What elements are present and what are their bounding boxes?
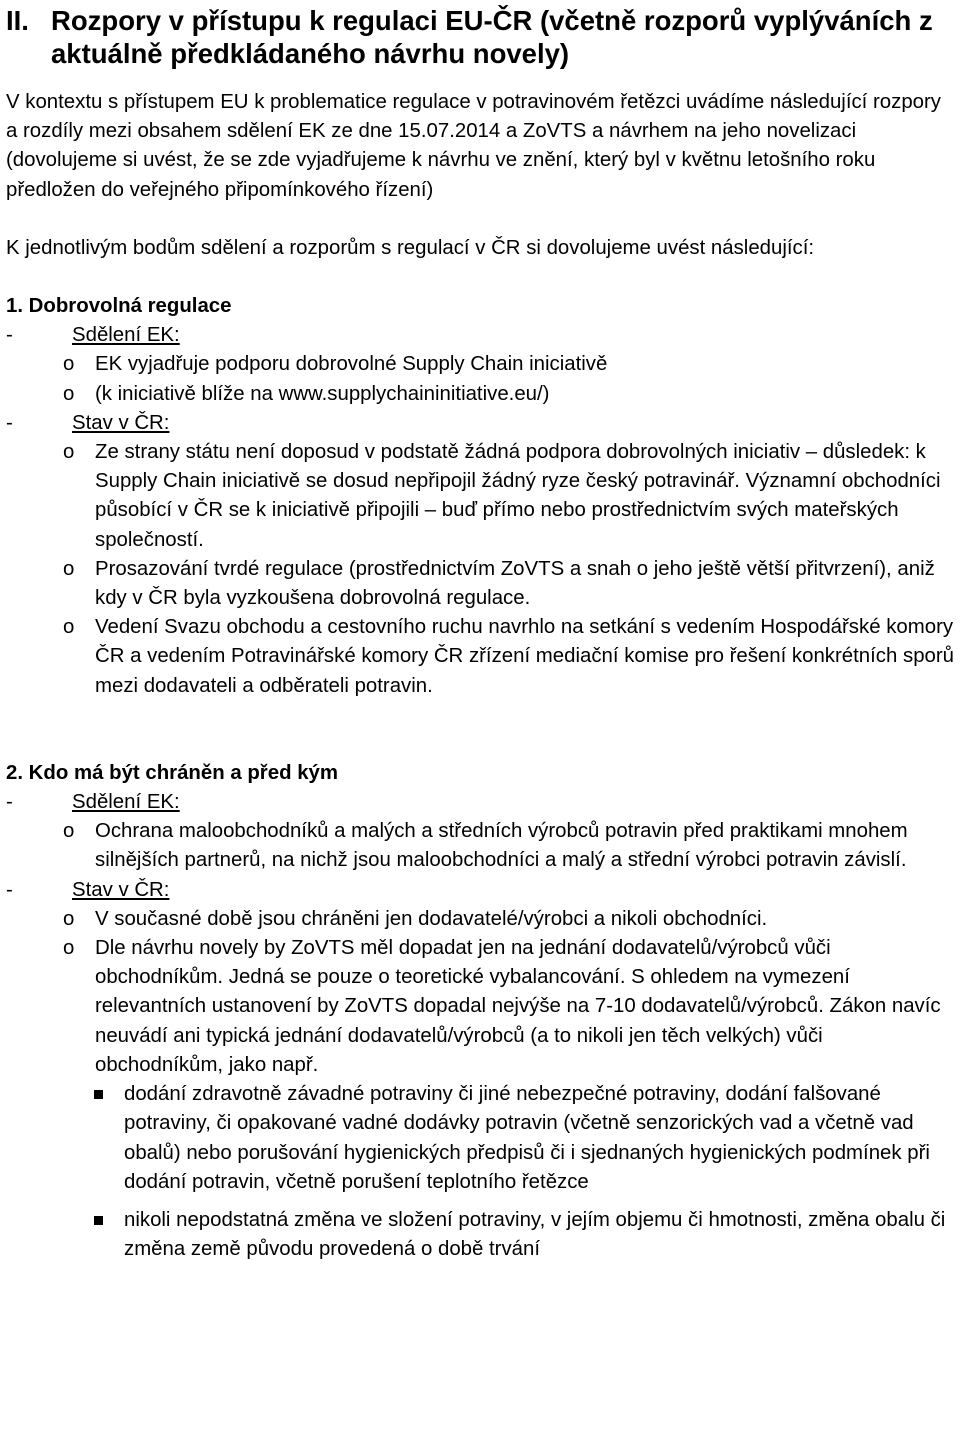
list-item <box>6 350 956 379</box>
lead-paragraph: K jednotlivým bodům sdělení a rozporům s regulací v ČR si dovolujeme uvést následující: <box>6 236 815 259</box>
list-item <box>6 934 956 1080</box>
list-item-text: Ze strany státu není doposud v podstatě žádná podpora dobrovolných iniciativ – důsledek: k Supply Chain iniciativě se dosud nepřipojil žádný ryze český potravinář. Významní obchodníci působící v ČR se k iniciativě připojili – buď přímo nebo prostřednictvím svých mateřských společností. <box>95 441 941 551</box>
bullet-list <box>6 438 956 701</box>
group-label-stav-v-cr <box>6 409 956 438</box>
dash-marker: - <box>6 324 13 347</box>
circle-bullet-icon: o <box>63 382 75 405</box>
intro-paragraph: V kontextu s přístupem EU k problematice regulace v potravinovém řetězci uvádíme následující rozpory a rozdíly mezi obsahem sdělení EK ze dne 15.07.2014 a ZoVTS a návrhem na jeho novelizaci (dovolujeme si uvést, že se zde vyjadřujeme k návrhu ve znění, který byl v květnu letošního roku předložen do veřejného připomínkového řízení) <box>6 91 942 201</box>
circle-bullet-icon: o <box>63 907 75 930</box>
sub-list-item <box>6 1080 956 1197</box>
heading-number: II. <box>6 5 29 36</box>
sub-list-item-text: nikoli nepodstatná změna ve složení potraviny, v jejím objemu či hmotnosti, změna obalu či změna země původu provedená o době trvání <box>124 1208 946 1261</box>
bullet-list <box>6 817 956 875</box>
list-item <box>6 817 956 875</box>
list-item <box>6 380 956 409</box>
circle-bullet-icon: o <box>63 441 75 464</box>
section-title: 2. Kdo má být chráněn a před kým <box>6 761 339 784</box>
square-bullet-icon <box>94 1216 103 1225</box>
heading-text: Rozpory v přístupu k regulaci EU-ČR (včetně rozporů vyplýváních z aktuálně předkládaného návrhu novely) <box>51 5 933 69</box>
group-label-stav-v-cr <box>6 876 956 905</box>
group-label-sdeleni-ek <box>6 788 956 817</box>
list-item-text: EK vyjadřuje podporu dobrovolné Supply Chain iniciativě <box>95 353 608 376</box>
circle-bullet-icon: o <box>63 557 75 580</box>
list-item-text: V současné době jsou chráněni jen dodavatelé/výrobci a nikoli obchodníci. <box>95 907 768 930</box>
list-item <box>6 438 956 555</box>
square-bullet-icon <box>94 1090 103 1099</box>
list-item-text: Ochrana maloobchodníků a malých a středních výrobců potravin před praktikami mnohem silnějších partnerů, na nichž jsou maloobchodníci a malý a střední výrobci potravin závislí. <box>95 820 908 872</box>
group-label: Stav v ČR: <box>72 878 170 901</box>
bullet-list <box>6 350 956 408</box>
list-item-text: (k iniciativě blíže na www.supplychaininitiative.eu/) <box>95 382 550 405</box>
dash-marker: - <box>6 411 13 434</box>
dash-marker: - <box>6 878 13 901</box>
circle-bullet-icon: o <box>63 820 75 843</box>
sub-list-item <box>6 1206 956 1264</box>
sub-list-item-text: dodání zdravotně závadné potraviny či jiné nebezpečné potraviny, dodání falšované potraviny, či opakované vadné dodávky potravin (včetně senzorických vad a včetně vad obalů) nebo porušování hygienických předpisů či i sjednaných hygienických podmínek při dodání potravin, včetně porušení teplotního řetězce <box>124 1083 930 1193</box>
list-item-text: Prosazování tvrdé regulace (prostřednictvím ZoVTS a snah o jeho ještě větší přitvrzení), aniž kdy v ČR byla vyzkoušena dobrovolná regulace. <box>95 557 935 610</box>
circle-bullet-icon: o <box>63 616 75 639</box>
document-heading <box>6 4 956 70</box>
circle-bullet-icon: o <box>63 937 75 960</box>
square-bullet-list <box>6 1080 956 1264</box>
group-label: Sdělení EK: <box>72 791 180 814</box>
group-label: Sdělení EK: <box>72 324 180 347</box>
circle-bullet-icon: o <box>63 353 75 376</box>
list-item-text: Dle návrhu novely by ZoVTS měl dopadat jen na jednání dodavatelů/výrobců vůči obchodníkům. Jedná se pouze o teoretické vybalancování. S ohledem na vymezení relevantních ustanovení by ZoVTS dopadal nejvýše na 7-10 dodavatelů/výrobců. Zákon navíc neuvádí ani typická jednání dodavatelů/výrobců (a to nikoli jen těch velkých) vůči obchodníkům, jako např. <box>95 937 941 1076</box>
bullet-list <box>6 905 956 1080</box>
list-item <box>6 905 956 934</box>
dash-marker: - <box>6 791 13 814</box>
list-item <box>6 613 956 701</box>
section-kdo-ma-byt-chranen <box>6 759 956 1264</box>
document-page <box>6 4 956 1264</box>
list-item <box>6 555 956 613</box>
group-label: Stav v ČR: <box>72 411 170 434</box>
section-dobrovolna-regulace <box>6 292 956 701</box>
list-item-text: Vedení Svazu obchodu a cestovního ruchu navrhlo na setkání s vedením Hospodářské komory ČR a vedením Potravinářské komory ČR zřízení mediační komise pro řešení konkrétních sporů mezi dodavateli a odběrateli potravin. <box>95 616 955 697</box>
section-title: 1. Dobrovolná regulace <box>6 295 232 318</box>
group-label-sdeleni-ek <box>6 321 956 350</box>
